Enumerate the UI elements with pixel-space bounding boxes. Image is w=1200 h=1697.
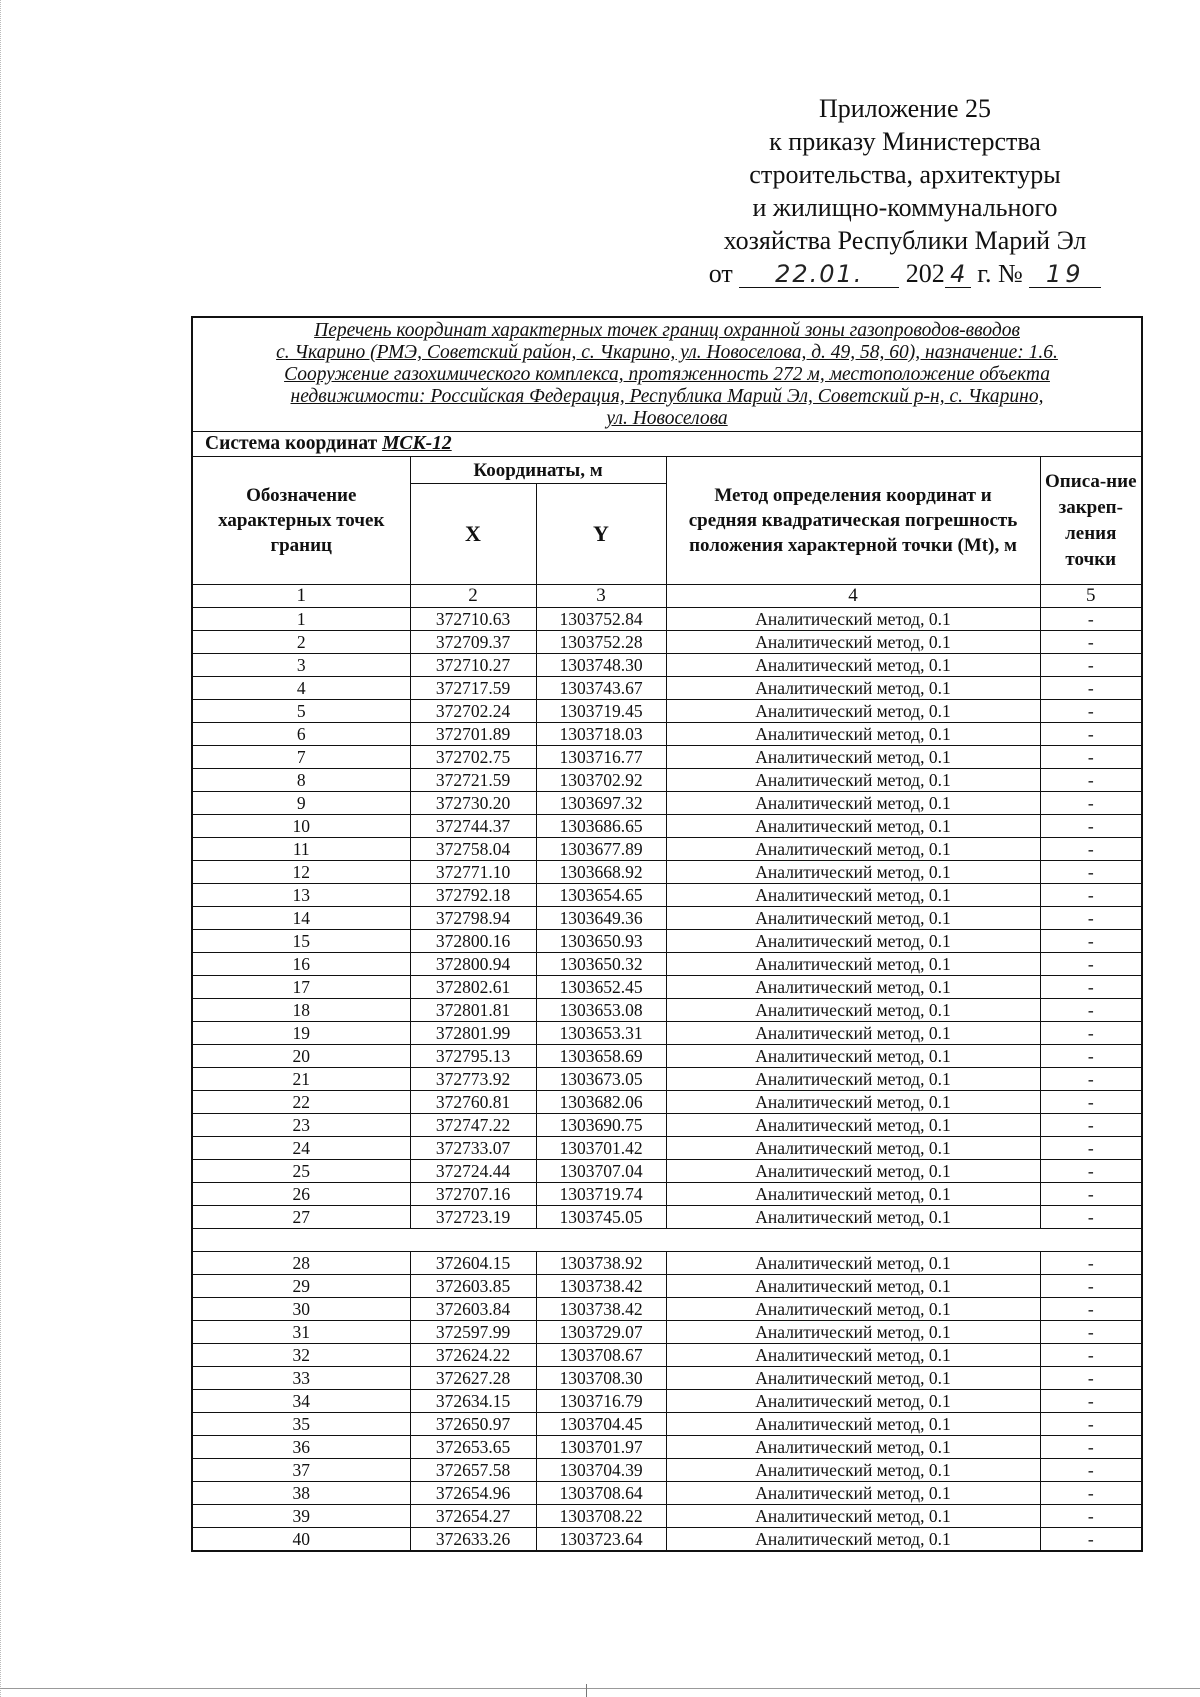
description: - <box>1040 1045 1142 1068</box>
x-coordinate: 372627.28 <box>410 1367 536 1390</box>
header-line: хозяйства Республики Марий Эл <box>723 226 1087 255</box>
table-row <box>192 1459 1142 1482</box>
description: - <box>1040 1436 1142 1459</box>
method: Аналитический метод, 0.1 <box>666 1344 1040 1367</box>
description: - <box>1040 999 1142 1022</box>
y-coordinate: 1303658.69 <box>536 1045 666 1068</box>
group-separator-row <box>192 1229 1142 1252</box>
y-coordinate: 1303701.42 <box>536 1137 666 1160</box>
method: Аналитический метод, 0.1 <box>666 1367 1040 1390</box>
point-number: 32 <box>192 1344 410 1367</box>
table-row <box>192 930 1142 953</box>
point-number: 1 <box>192 608 410 631</box>
x-coordinate: 372733.07 <box>410 1137 536 1160</box>
description: - <box>1040 746 1142 769</box>
method: Аналитический метод, 0.1 <box>666 1068 1040 1091</box>
x-coordinate: 372709.37 <box>410 631 536 654</box>
description: - <box>1040 1275 1142 1298</box>
method: Аналитический метод, 0.1 <box>666 1137 1040 1160</box>
point-number: 23 <box>192 1114 410 1137</box>
table-title-line: с. Чкарино (РМЭ, Советский район, с. Чкарино, ул. Новоселова, д. 49, 58, 60), назначение: 1.6. <box>276 342 1058 363</box>
point-number: 37 <box>192 1459 410 1482</box>
method: Аналитический метод, 0.1 <box>666 723 1040 746</box>
table-row <box>192 1137 1142 1160</box>
x-coordinate: 372801.99 <box>410 1022 536 1045</box>
table-row <box>192 654 1142 677</box>
point-number: 20 <box>192 1045 410 1068</box>
x-coordinate: 372603.85 <box>410 1275 536 1298</box>
x-coordinate: 372800.16 <box>410 930 536 953</box>
x-coordinate: 372701.89 <box>410 723 536 746</box>
point-number: 2 <box>192 631 410 654</box>
description: - <box>1040 677 1142 700</box>
x-coordinate: 372702.75 <box>410 746 536 769</box>
y-coordinate: 1303752.28 <box>536 631 666 654</box>
table-row <box>192 976 1142 999</box>
coordinates-table <box>191 316 1143 1552</box>
y-coordinate: 1303701.97 <box>536 1436 666 1459</box>
x-coordinate: 372723.19 <box>410 1206 536 1229</box>
table-row <box>192 1505 1142 1528</box>
handwritten-year-digit: 4 <box>945 261 971 288</box>
description: - <box>1040 1505 1142 1528</box>
point-number: 35 <box>192 1413 410 1436</box>
y-coordinate: 1303686.65 <box>536 815 666 838</box>
x-coordinate: 372792.18 <box>410 884 536 907</box>
x-coordinate: 372604.15 <box>410 1252 536 1275</box>
description: - <box>1040 838 1142 861</box>
y-coordinate: 1303719.74 <box>536 1183 666 1206</box>
y-coordinate: 1303729.07 <box>536 1321 666 1344</box>
header-y: Y <box>536 484 666 585</box>
description: - <box>1040 792 1142 815</box>
method: Аналитический метод, 0.1 <box>666 884 1040 907</box>
year-prefix: 202 <box>905 259 945 288</box>
y-coordinate: 1303738.42 <box>536 1298 666 1321</box>
description: - <box>1040 861 1142 884</box>
description: - <box>1040 1459 1142 1482</box>
y-coordinate: 1303654.65 <box>536 884 666 907</box>
point-number: 16 <box>192 953 410 976</box>
description: - <box>1040 1022 1142 1045</box>
header-line: и жилищно-коммунального <box>752 193 1058 222</box>
table-row <box>192 1252 1142 1275</box>
table-row <box>192 907 1142 930</box>
x-coordinate: 372730.20 <box>410 792 536 815</box>
y-coordinate: 1303650.32 <box>536 953 666 976</box>
description: - <box>1040 1068 1142 1091</box>
method: Аналитический метод, 0.1 <box>666 953 1040 976</box>
y-coordinate: 1303716.79 <box>536 1390 666 1413</box>
y-coordinate: 1303704.39 <box>536 1459 666 1482</box>
x-coordinate: 372710.27 <box>410 654 536 677</box>
description: - <box>1040 1160 1142 1183</box>
method: Аналитический метод, 0.1 <box>666 608 1040 631</box>
table-title-line: недвижимости: Российская Федерация, Республика Марий Эл, Советский р-н, с. Чкарино, <box>290 386 1044 407</box>
y-coordinate: 1303704.45 <box>536 1413 666 1436</box>
group-separator <box>192 1229 1142 1252</box>
method: Аналитический метод, 0.1 <box>666 815 1040 838</box>
table-row <box>192 1275 1142 1298</box>
table-row <box>192 861 1142 884</box>
header-method: Метод определения координат и средняя квадратическая погрешность положения характерной точки (Mt), м <box>666 457 1040 585</box>
x-coordinate: 372721.59 <box>410 769 536 792</box>
y-coordinate: 1303650.93 <box>536 930 666 953</box>
scan-bottom-tick <box>586 1684 587 1697</box>
point-number: 21 <box>192 1068 410 1091</box>
description: - <box>1040 1298 1142 1321</box>
method: Аналитический метод, 0.1 <box>666 1436 1040 1459</box>
x-coordinate: 372654.27 <box>410 1505 536 1528</box>
table-row <box>192 608 1142 631</box>
method: Аналитический метод, 0.1 <box>666 838 1040 861</box>
table-row <box>192 953 1142 976</box>
x-coordinate: 372773.92 <box>410 1068 536 1091</box>
table-row <box>192 631 1142 654</box>
y-coordinate: 1303653.08 <box>536 999 666 1022</box>
y-coordinate: 1303738.42 <box>536 1275 666 1298</box>
x-coordinate: 372650.97 <box>410 1413 536 1436</box>
method: Аналитический метод, 0.1 <box>666 654 1040 677</box>
header-description: Описа-ние закреп-ления точки <box>1040 457 1142 585</box>
description: - <box>1040 1482 1142 1505</box>
method: Аналитический метод, 0.1 <box>666 677 1040 700</box>
table-row <box>192 746 1142 769</box>
description: - <box>1040 1390 1142 1413</box>
x-coordinate: 372801.81 <box>410 999 536 1022</box>
description: - <box>1040 1091 1142 1114</box>
description: - <box>1040 1344 1142 1367</box>
table-row <box>192 1022 1142 1045</box>
point-number: 22 <box>192 1091 410 1114</box>
column-number-row <box>192 585 1142 608</box>
point-number: 31 <box>192 1321 410 1344</box>
column-number: 5 <box>1040 585 1142 608</box>
y-coordinate: 1303677.89 <box>536 838 666 861</box>
description: - <box>1040 1321 1142 1344</box>
x-coordinate: 372717.59 <box>410 677 536 700</box>
table-row <box>192 1390 1142 1413</box>
table-title <box>192 317 1142 432</box>
column-number: 3 <box>536 585 666 608</box>
x-coordinate: 372724.44 <box>410 1160 536 1183</box>
method: Аналитический метод, 0.1 <box>666 1413 1040 1436</box>
x-coordinate: 372603.84 <box>410 1298 536 1321</box>
description: - <box>1040 1367 1142 1390</box>
header-coords: Координаты, м <box>410 457 666 484</box>
x-coordinate: 372702.24 <box>410 700 536 723</box>
point-number: 13 <box>192 884 410 907</box>
method: Аналитический метод, 0.1 <box>666 1390 1040 1413</box>
method: Аналитический метод, 0.1 <box>666 930 1040 953</box>
table-row <box>192 999 1142 1022</box>
description: - <box>1040 654 1142 677</box>
description: - <box>1040 1114 1142 1137</box>
y-coordinate: 1303719.45 <box>536 700 666 723</box>
point-number: 36 <box>192 1436 410 1459</box>
y-coordinate: 1303653.31 <box>536 1022 666 1045</box>
description: - <box>1040 1528 1142 1552</box>
column-number: 2 <box>410 585 536 608</box>
method: Аналитический метод, 0.1 <box>666 1528 1040 1552</box>
point-number: 29 <box>192 1275 410 1298</box>
method: Аналитический метод, 0.1 <box>666 999 1040 1022</box>
point-number: 14 <box>192 907 410 930</box>
table-row <box>192 1068 1142 1091</box>
table-row <box>192 677 1142 700</box>
point-number: 6 <box>192 723 410 746</box>
method: Аналитический метод, 0.1 <box>666 1114 1040 1137</box>
method: Аналитический метод, 0.1 <box>666 861 1040 884</box>
point-number: 11 <box>192 838 410 861</box>
header-point: Обозначение характерных точек границ <box>192 457 410 585</box>
method: Аналитический метод, 0.1 <box>666 1160 1040 1183</box>
table-row <box>192 1344 1142 1367</box>
coordinate-system <box>192 432 1142 457</box>
y-coordinate: 1303697.32 <box>536 792 666 815</box>
table-row <box>192 1367 1142 1390</box>
description: - <box>1040 907 1142 930</box>
description: - <box>1040 884 1142 907</box>
description: - <box>1040 930 1142 953</box>
table-row <box>192 815 1142 838</box>
table-title-line: Перечень координат характерных точек границ охранной зоны газопроводов-вводов <box>314 320 1020 341</box>
table-row <box>192 1482 1142 1505</box>
method: Аналитический метод, 0.1 <box>666 1275 1040 1298</box>
y-coordinate: 1303682.06 <box>536 1091 666 1114</box>
column-number: 4 <box>666 585 1040 608</box>
y-coordinate: 1303716.77 <box>536 746 666 769</box>
y-coordinate: 1303702.92 <box>536 769 666 792</box>
x-coordinate: 372744.37 <box>410 815 536 838</box>
x-coordinate: 372802.61 <box>410 976 536 999</box>
table-row <box>192 1436 1142 1459</box>
x-coordinate: 372710.63 <box>410 608 536 631</box>
y-coordinate: 1303649.36 <box>536 907 666 930</box>
x-coordinate: 372800.94 <box>410 953 536 976</box>
description: - <box>1040 1206 1142 1229</box>
x-coordinate: 372657.58 <box>410 1459 536 1482</box>
number-label: г. № <box>977 259 1023 288</box>
method: Аналитический метод, 0.1 <box>666 1459 1040 1482</box>
x-coordinate: 372798.94 <box>410 907 536 930</box>
header-x: X <box>410 484 536 585</box>
point-number: 4 <box>192 677 410 700</box>
method: Аналитический метод, 0.1 <box>666 1045 1040 1068</box>
description: - <box>1040 769 1142 792</box>
point-number: 25 <box>192 1160 410 1183</box>
point-number: 39 <box>192 1505 410 1528</box>
table-row <box>192 1045 1142 1068</box>
handwritten-date: 22.01. <box>739 261 899 288</box>
point-number: 7 <box>192 746 410 769</box>
description: - <box>1040 700 1142 723</box>
method: Аналитический метод, 0.1 <box>666 1321 1040 1344</box>
y-coordinate: 1303708.64 <box>536 1482 666 1505</box>
y-coordinate: 1303707.04 <box>536 1160 666 1183</box>
x-coordinate: 372707.16 <box>410 1183 536 1206</box>
y-coordinate: 1303723.64 <box>536 1528 666 1552</box>
column-number: 1 <box>192 585 410 608</box>
order-date-line <box>690 257 1120 290</box>
x-coordinate: 372654.96 <box>410 1482 536 1505</box>
scan-bottom-line <box>0 1688 1200 1689</box>
point-number: 30 <box>192 1298 410 1321</box>
point-number: 10 <box>192 815 410 838</box>
x-coordinate: 372747.22 <box>410 1114 536 1137</box>
point-number: 18 <box>192 999 410 1022</box>
method: Аналитический метод, 0.1 <box>666 907 1040 930</box>
y-coordinate: 1303743.67 <box>536 677 666 700</box>
point-number: 12 <box>192 861 410 884</box>
table-row <box>192 838 1142 861</box>
x-coordinate: 372758.04 <box>410 838 536 861</box>
coordinates-table-wrapper <box>191 316 1141 1552</box>
y-coordinate: 1303708.22 <box>536 1505 666 1528</box>
table-row <box>192 723 1142 746</box>
point-number: 33 <box>192 1367 410 1390</box>
table-row <box>192 769 1142 792</box>
description: - <box>1040 1252 1142 1275</box>
point-number: 9 <box>192 792 410 815</box>
point-number: 15 <box>192 930 410 953</box>
table-row <box>192 1298 1142 1321</box>
table-row <box>192 1091 1142 1114</box>
table-row <box>192 1183 1142 1206</box>
method: Аналитический метод, 0.1 <box>666 1206 1040 1229</box>
point-number: 17 <box>192 976 410 999</box>
description: - <box>1040 723 1142 746</box>
scan-edge-artifact <box>0 0 3 1697</box>
y-coordinate: 1303738.92 <box>536 1252 666 1275</box>
method: Аналитический метод, 0.1 <box>666 1091 1040 1114</box>
y-coordinate: 1303748.30 <box>536 654 666 677</box>
x-coordinate: 372597.99 <box>410 1321 536 1344</box>
description: - <box>1040 631 1142 654</box>
table-row <box>192 1528 1142 1552</box>
x-coordinate: 372771.10 <box>410 861 536 884</box>
handwritten-order-number: 19 <box>1029 261 1101 288</box>
description: - <box>1040 815 1142 838</box>
table-row <box>192 700 1142 723</box>
method: Аналитический метод, 0.1 <box>666 1482 1040 1505</box>
y-coordinate: 1303745.05 <box>536 1206 666 1229</box>
method: Аналитический метод, 0.1 <box>666 792 1040 815</box>
y-coordinate: 1303690.75 <box>536 1114 666 1137</box>
method: Аналитический метод, 0.1 <box>666 746 1040 769</box>
point-number: 24 <box>192 1137 410 1160</box>
point-number: 28 <box>192 1252 410 1275</box>
order-header <box>690 92 1120 290</box>
method: Аналитический метод, 0.1 <box>666 631 1040 654</box>
x-coordinate: 372633.26 <box>410 1528 536 1552</box>
table-row <box>192 1114 1142 1137</box>
x-coordinate: 372760.81 <box>410 1091 536 1114</box>
description: - <box>1040 1413 1142 1436</box>
point-number: 19 <box>192 1022 410 1045</box>
point-number: 27 <box>192 1206 410 1229</box>
method: Аналитический метод, 0.1 <box>666 1505 1040 1528</box>
coordinate-system-value: МСК-12 <box>382 433 452 454</box>
method: Аналитический метод, 0.1 <box>666 700 1040 723</box>
point-number: 5 <box>192 700 410 723</box>
table-row <box>192 884 1142 907</box>
method: Аналитический метод, 0.1 <box>666 1183 1040 1206</box>
method: Аналитический метод, 0.1 <box>666 1252 1040 1275</box>
table-title-line: Сооружение газохимического комплекса, протяженность 272 м, местоположение объекта <box>284 364 1050 385</box>
date-prefix: от <box>708 259 733 288</box>
y-coordinate: 1303668.92 <box>536 861 666 884</box>
point-number: 34 <box>192 1390 410 1413</box>
table-row <box>192 1413 1142 1436</box>
x-coordinate: 372634.15 <box>410 1390 536 1413</box>
x-coordinate: 372795.13 <box>410 1045 536 1068</box>
y-coordinate: 1303708.30 <box>536 1367 666 1390</box>
method: Аналитический метод, 0.1 <box>666 1298 1040 1321</box>
header-line: к приказу Министерства <box>769 127 1041 156</box>
table-row <box>192 1321 1142 1344</box>
table-row <box>192 792 1142 815</box>
method: Аналитический метод, 0.1 <box>666 1022 1040 1045</box>
table-row <box>192 1160 1142 1183</box>
point-number: 38 <box>192 1482 410 1505</box>
description: - <box>1040 1137 1142 1160</box>
point-number: 40 <box>192 1528 410 1552</box>
description: - <box>1040 608 1142 631</box>
description: - <box>1040 976 1142 999</box>
point-number: 26 <box>192 1183 410 1206</box>
x-coordinate: 372653.65 <box>410 1436 536 1459</box>
table-title-line: ул. Новоселова <box>606 408 728 429</box>
method: Аналитический метод, 0.1 <box>666 769 1040 792</box>
description: - <box>1040 1183 1142 1206</box>
y-coordinate: 1303708.67 <box>536 1344 666 1367</box>
y-coordinate: 1303718.03 <box>536 723 666 746</box>
y-coordinate: 1303752.84 <box>536 608 666 631</box>
table-row <box>192 1206 1142 1229</box>
description: - <box>1040 953 1142 976</box>
x-coordinate: 372624.22 <box>410 1344 536 1367</box>
header-line: Приложение 25 <box>818 94 992 123</box>
header-line: строительства, архитектуры <box>749 160 1061 189</box>
method: Аналитический метод, 0.1 <box>666 976 1040 999</box>
y-coordinate: 1303652.45 <box>536 976 666 999</box>
point-number: 8 <box>192 769 410 792</box>
point-number: 3 <box>192 654 410 677</box>
coordinate-system-label: Система координат <box>205 433 378 454</box>
y-coordinate: 1303673.05 <box>536 1068 666 1091</box>
